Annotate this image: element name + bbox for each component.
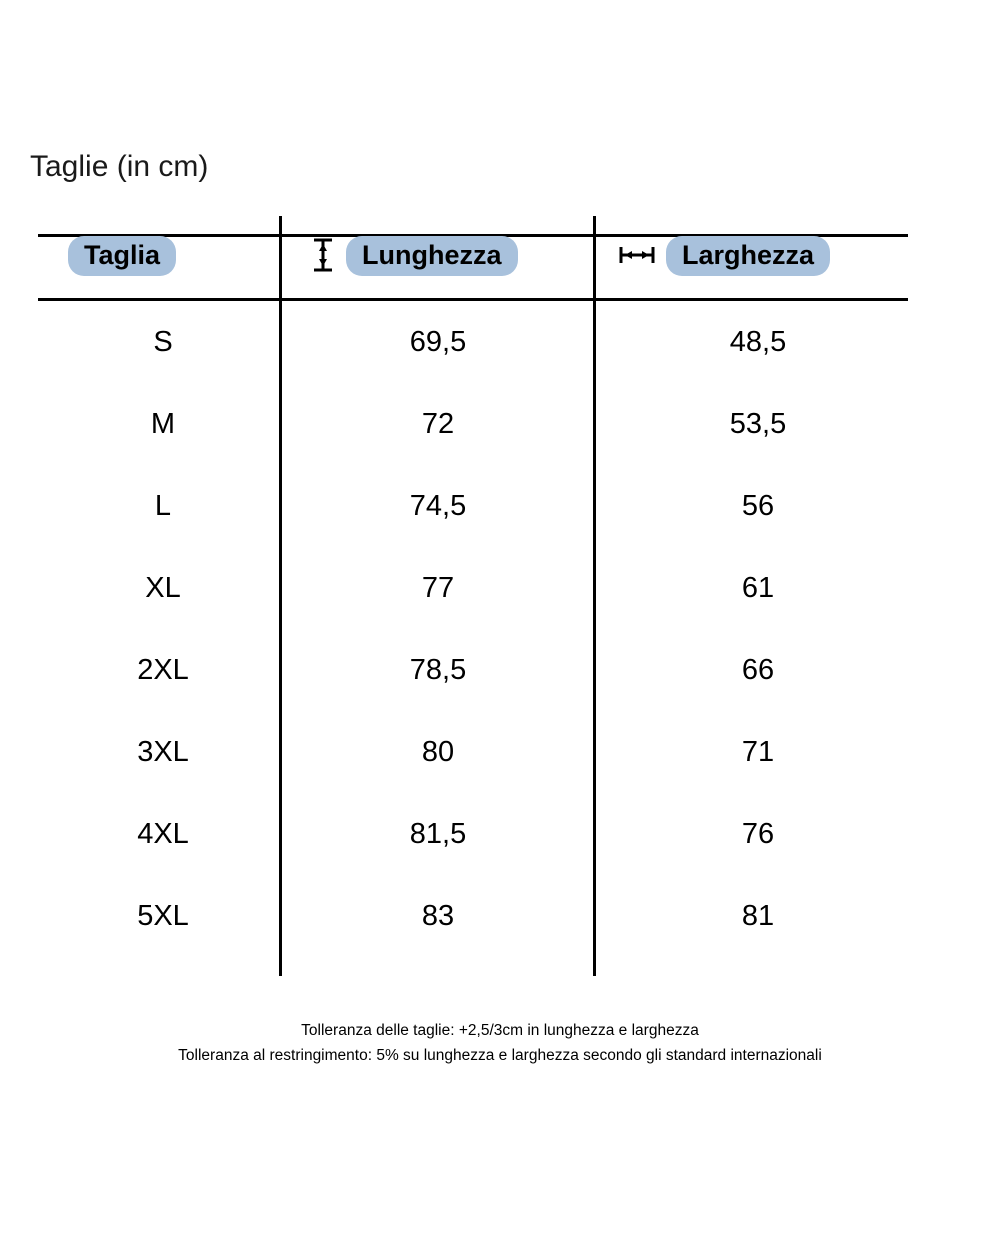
footnote-tolerance: Tolleranza delle taglie: +2,5/3cm in lunghezza e larghezza: [301, 1022, 699, 1039]
table-row: [38, 547, 908, 629]
cell-width: 48,5: [729, 325, 787, 358]
vertical-measure-icon: [310, 237, 336, 278]
cell-size: M: [150, 407, 176, 440]
cell-size: 5XL: [137, 899, 189, 932]
cell-width: 66: [741, 653, 775, 686]
column-header-length-label: Lunghezza: [346, 236, 518, 276]
table-row: [38, 629, 908, 711]
cell-length: 69,5: [409, 325, 467, 358]
table-header-row: [38, 216, 908, 296]
horizontal-measure-icon: [618, 242, 656, 273]
table-row: [38, 793, 908, 875]
cell-size: L: [154, 489, 172, 522]
footnotes: [0, 1018, 1000, 1068]
table-row: [38, 301, 908, 383]
cell-width: 56: [741, 489, 775, 522]
column-header-length: [310, 236, 518, 276]
table-row: [38, 711, 908, 793]
column-header-width: [618, 236, 830, 276]
column-header-size: [68, 236, 176, 276]
cell-size: 3XL: [137, 735, 189, 768]
cell-length: 81,5: [409, 817, 467, 850]
table-body: [38, 301, 908, 957]
cell-length: 77: [421, 571, 455, 604]
cell-length: 80: [421, 735, 455, 768]
column-header-width-label: Larghezza: [666, 236, 830, 276]
cell-length: 78,5: [409, 653, 467, 686]
column-header-size-label: Taglia: [68, 236, 176, 276]
cell-width: 53,5: [729, 407, 787, 440]
table-row: [38, 465, 908, 547]
cell-size: 2XL: [137, 653, 189, 686]
cell-width: 81: [741, 899, 775, 932]
page-title: Taglie (in cm): [30, 150, 209, 183]
cell-size: 4XL: [137, 817, 189, 850]
cell-size: XL: [145, 571, 181, 604]
cell-length: 83: [421, 899, 455, 932]
cell-width: 71: [741, 735, 775, 768]
cell-length: 72: [421, 407, 455, 440]
table-row: [38, 383, 908, 465]
size-table: [38, 216, 908, 932]
cell-width: 61: [741, 571, 775, 604]
cell-width: 76: [741, 817, 775, 850]
cell-size: S: [153, 325, 173, 358]
table-row: [38, 875, 908, 957]
cell-length: 74,5: [409, 489, 467, 522]
footnote-shrinkage: Tolleranza al restringimento: 5% su lunghezza e larghezza secondo gli standard internazionali: [178, 1047, 822, 1064]
